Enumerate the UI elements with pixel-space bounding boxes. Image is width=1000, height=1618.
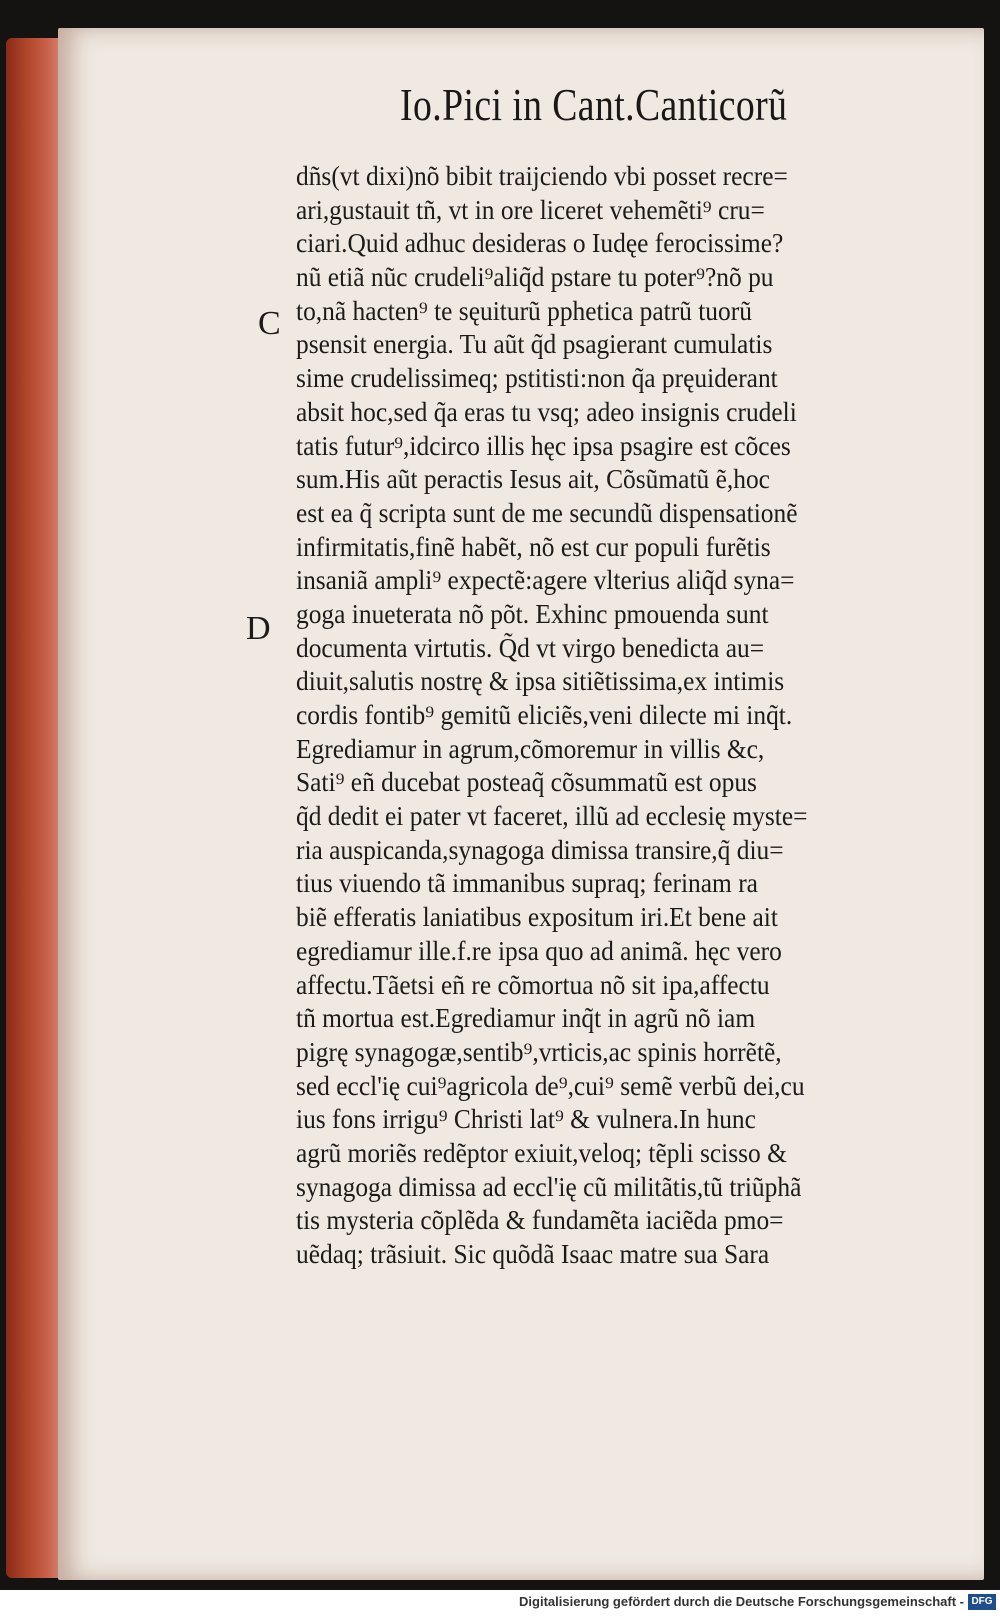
text-line: uẽdaq; trãsiuit. Sic quõdã Isaac matre sua Sara: [296, 1239, 770, 1269]
text-line: cordis fontib⁹ gemitũ eliciẽs,veni dilecte mi inq̃t.: [296, 700, 793, 730]
dfg-logo: DFG: [968, 1594, 996, 1610]
footer-bar: [0, 1590, 1000, 1618]
text-line: sime crudelissimeq; pstitisti:non q̃a pręuiderant: [296, 363, 778, 394]
text-line: est ea q̃ scripta sunt de me secundũ dispensationẽ: [296, 497, 798, 528]
text-line: absit hoc,sed q̃a eras tu vsq; adeo insignis crudeli: [296, 396, 797, 427]
text-line: ius fons irrigu⁹ Christi lat⁹ & vulnera.In hunc: [296, 1104, 756, 1135]
text-line: infirmitatis,finẽ habẽt, nõ est cur populi furẽtis: [296, 531, 771, 562]
footer-credit: Digitalisierung gefördert durch die Deutsche Forschungsgemeinschaft -: [519, 1594, 964, 1609]
text-line: agrũ moriẽs redẽptor exiuit,veloq; tẽpli scisso &: [296, 1137, 787, 1168]
text-line: Egrediamur in agrum,cõmoremur in villis &c,: [296, 733, 765, 764]
text-line: biẽ efferatis laniatibus expositum iri.Et bene ait: [296, 902, 778, 933]
text-line: tñ mortua est.Egrediamur inq̃t in agrũ nõ iam: [296, 1003, 756, 1034]
marginal-letter-c: C: [258, 305, 281, 342]
text-line: documenta virtutis. Q̃d vt virgo benedicta au=: [296, 632, 765, 663]
text-line: insaniã ampli⁹ expectẽ:agere vlterius aliq̃d syna=: [296, 565, 795, 596]
text-line: dñs(vt dixi)nõ bibit traijciendo vbi posset recre=: [296, 161, 788, 191]
text-line: psensit energia. Tu aũt q̃d psagierant cumulatis: [296, 329, 773, 360]
text-line: tius viuendo tã immanibus supraq; ferinam ra: [296, 868, 758, 899]
text-line: egrediamur ille.f.re ipsa quo ad animã. hęc vero: [296, 935, 782, 966]
book-edge: [6, 38, 64, 1578]
text-line: ciari.Quid adhuc desideras o Iudęe ferocissime?: [296, 228, 784, 259]
text-line: ari,gustauit tñ, vt in ore liceret vehemẽti⁹ cru=: [296, 194, 765, 225]
running-head: Io.Pici in Cant.Canticorũ: [400, 79, 788, 130]
text-line: tatis futur⁹,idcirco illis hęc ipsa psagire est cõces: [296, 430, 791, 461]
text-line: tis mysteria cõplẽda & fundamẽta iaciẽda pmo=: [296, 1205, 784, 1236]
marginal-letter-d: D: [246, 610, 271, 647]
text-line: affectu.Tãetsi eñ re cõmortua nõ sit ipa,affectu: [296, 969, 770, 1000]
text-line: q̃d dedit ei pater vt faceret, illũ ad ecclesię myste=: [296, 801, 808, 832]
text-line: goga inueterata nõ põt. Exhinc pmouenda sunt: [296, 598, 769, 629]
text-line: ria auspicanda,synagoga dimissa transire,q̃ diu=: [296, 834, 784, 865]
body-text: [296, 160, 946, 1272]
text-line: nũ etiã nũc crudeli⁹aliq̃d pstare tu poter⁹?nõ pu: [296, 262, 774, 293]
text-line: to,nã hacten⁹ te sęuiturũ pphetica patrũ tuorũ: [296, 295, 752, 326]
text-line: Sati⁹ eñ ducebat posteaq̃ cõsummatũ est opus: [296, 767, 757, 798]
text-line: diuit,salutis nostrę & ipsa sitiẽtissima,ex intimis: [296, 666, 785, 697]
text-line: synagoga dimissa ad eccl'ię cũ militãtis,tũ triũphã: [296, 1171, 802, 1202]
text-line: sed eccl'ię cui⁹agricola de⁹,cui⁹ semẽ verbũ dei,cu: [296, 1070, 805, 1101]
text-line: sum.His aũt peractis Iesus ait, Cõsũmatũ ẽ,hoc: [296, 464, 770, 495]
text-line: pigrę synagogæ,sentib⁹,vrticis,ac spinis horrẽtẽ,: [296, 1036, 782, 1067]
